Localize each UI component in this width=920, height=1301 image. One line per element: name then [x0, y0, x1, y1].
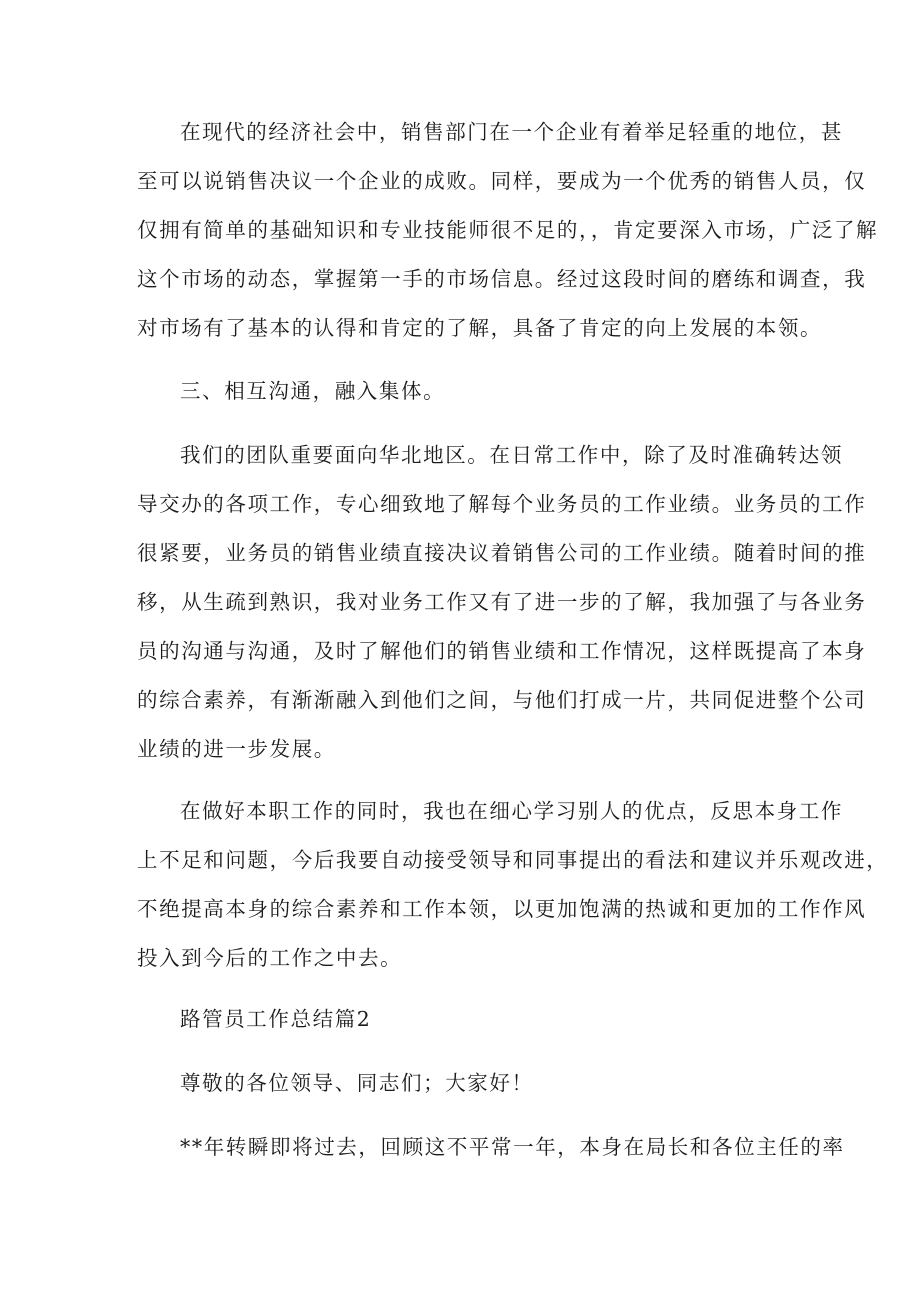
paragraph-2-line-5: 员的沟通与沟通，及时了解他们的销售业绩和工作情况，这样既提高了本身 — [137, 639, 867, 663]
paragraph-1-line-2: 至可以说销售决议一个企业的成败。同样，要成为一个优秀的销售人员，仅 — [137, 169, 867, 193]
paragraph-1-line-3: 仅拥有简单的基础知识和专业技能师很不足的，，肯定要深入市场，广泛了解 — [137, 218, 879, 242]
section-heading-3: 三、相互沟通，融入集体。 — [180, 379, 446, 403]
paragraph-2-line-6: 的综合素养，有渐渐融入到他们之间，与他们打成一片，共同促进整个公司 — [137, 688, 867, 712]
paragraph-3-line-4: 投入到今后的工作之中去。 — [137, 946, 403, 970]
paragraph-3-line-2: 上不足和问题，今后我要自动接受领导和同事提出的看法和建议并乐观改进， — [137, 848, 889, 872]
paragraph-1-line-5: 对市场有了基本的认得和肯定的了解，具备了肯定的向上发展的本领。 — [137, 316, 823, 340]
paragraph-2-line-2: 导交办的各项工作，专心细致地了解每个业务员的工作业绩。业务员的工作 — [137, 492, 867, 516]
paragraph-2-line-3: 很紧要，业务员的销售业绩直接决议着销售公司的工作业绩。随着时间的推 — [137, 541, 867, 565]
paragraph-4-line-1: **年转瞬即将过去，回顾这不平常一年，本身在局长和各位主任的率 — [180, 1135, 845, 1159]
paragraph-2-line-1: 我们的团队重要面向华北地区。在日常工作中，除了及时准确转达领 — [180, 443, 843, 467]
paragraph-3-line-1: 在做好本职工作的同时，我也在细心学习别人的优点，反思本身工作 — [180, 799, 843, 823]
greeting: 尊敬的各位领导、同志们；大家好！ — [180, 1071, 534, 1095]
paragraph-1-line-4: 这个市场的动态，掌握第一手的市场信息。经过这段时间的磨练和调查，我 — [137, 267, 867, 291]
paragraph-2-line-7: 业绩的进一步发展。 — [137, 737, 336, 761]
document-title-2: 路管员工作总结篇2 — [180, 1007, 372, 1031]
paragraph-2-line-4: 移，从生疏到熟识，我对业务工作又有了进一步的了解，我加强了与各业务 — [137, 590, 867, 614]
paragraph-1-line-1: 在现代的经济社会中，销售部门在一个企业有着举足轻重的地位，甚 — [180, 120, 843, 144]
paragraph-3-line-3: 不绝提高本身的综合素养和工作本领，以更加饱满的热诚和更加的工作作风 — [137, 897, 867, 921]
